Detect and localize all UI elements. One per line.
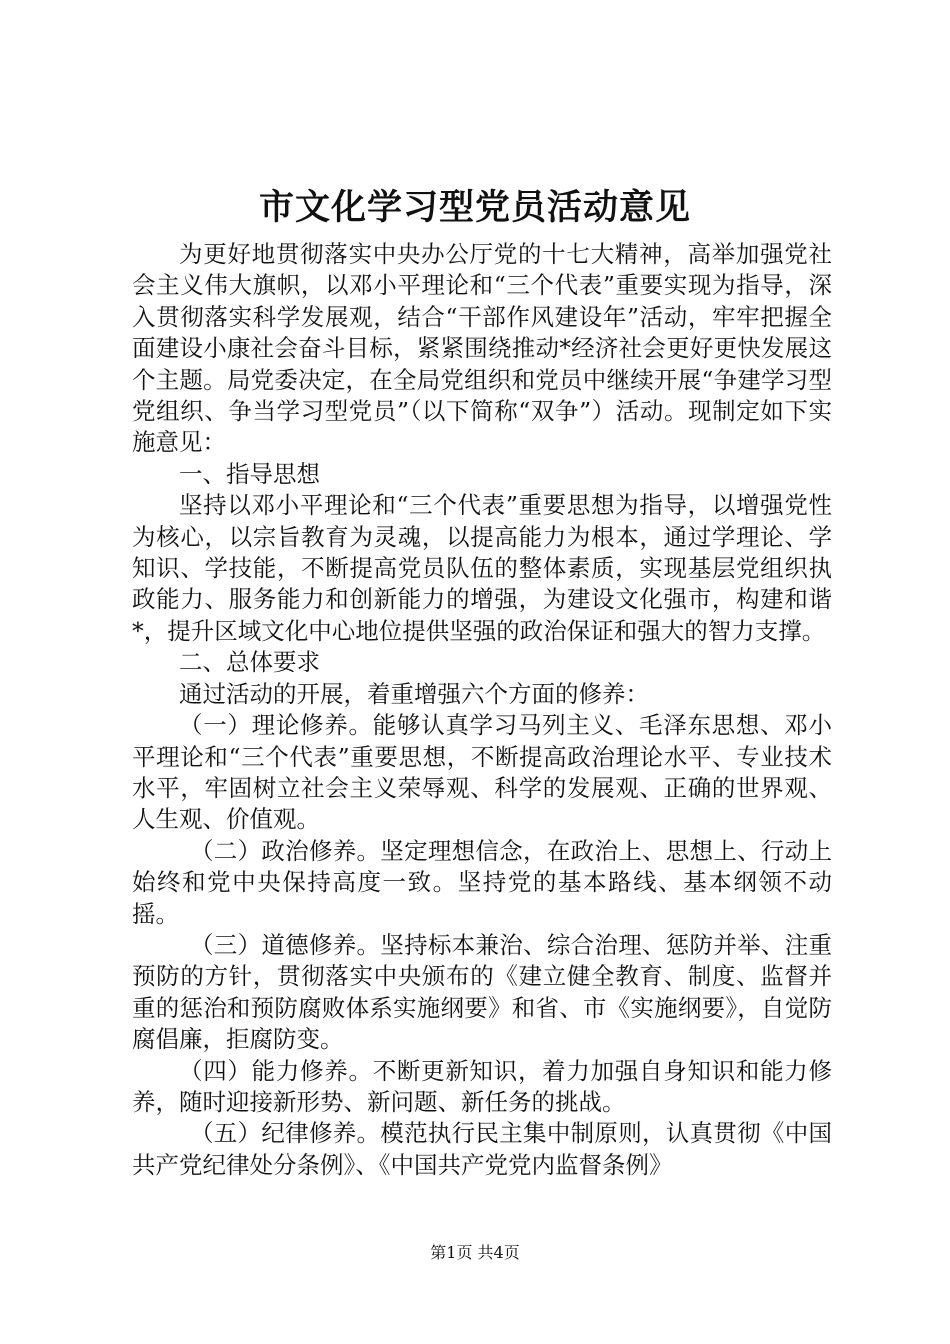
theory-cultivation-paragraph: （一）理论修养。能够认真学习马列主义、毛泽东思想、邓小平理论和“三个代表”重要思想，不断提高政治理论水平、专业技术水平，牢固树立社会主义荣辱观、科学的发展观、正确的世界观、人生观、价值观。 [132, 711, 832, 834]
political-cultivation-paragraph: （二）政治修养。坚定理想信念，在政治上、思想上、行动上始终和党中央保持高度一致。坚持党的基本路线、基本纲领不动摇。 [132, 836, 832, 928]
discipline-cultivation-paragraph: （五）纪律修养。模范执行民主集中制原则，认真贯彻《中国共产党纪律处分条例》、《中国共产党党内监督条例》 [132, 1119, 832, 1179]
requirements-intro-paragraph: 通过活动的开展，着重增强六个方面的修养： [179, 679, 649, 708]
document-title: 市文化学习型党员活动意见 [258, 187, 691, 228]
moral-cultivation-paragraph: （三）道德修养。坚持标本兼治、综合治理、惩防并举、注重预防的方针，贯彻落实中央颁布的《建立健全教育、制度、监督并重的惩治和预防腐败体系实施纲要》和省、市《实施纲要》，自觉防腐倡廉，拒腐防变。 [132, 930, 832, 1054]
page-footer: 第1页 共4页 [430, 1243, 520, 1262]
intro-paragraph: 为更好地贯彻落实中央办公厅党的十七大精神，高举加强党社会主义伟大旗帜，以邓小平理论和“三个代表”重要实现为指导，深入贯彻落实科学发展观，结合“干部作风建设年”活动，牢牢把握全面建设小康社会奋斗目标，紧紧围绕推动*经济社会更好更快发展这个主题。局党委决定，在全局党组织和党员中继续开展“争建学习型党组织、争当学习型党员”（以下简称“双争”）活动。现制定如下实施意见： [132, 240, 832, 457]
document-body [132, 239, 832, 1181]
section-heading-guiding-thought: 一、指导思想 [179, 459, 320, 488]
ability-cultivation-paragraph: （四）能力修养。不断更新知识，着力加强自身知识和能力修养，随时迎接新形势、新问题、新任务的挑战。 [132, 1056, 832, 1116]
section-heading-general-requirements: 二、总体要求 [179, 648, 320, 677]
guiding-thought-paragraph: 坚持以邓小平理论和“三个代表”重要思想为指导，以增强党性为核心，以宗旨教育为灵魂，以提高能力为根本，通过学理论、学知识、学技能，不断提高党员队伍的整体素质，实现基层党组织执政能力、服务能力和创新能力的增强，为建设文化强市，构建和谐*，提升区域文化中心地位提供坚强的政治保证和强大的智力支撑。 [132, 491, 832, 645]
